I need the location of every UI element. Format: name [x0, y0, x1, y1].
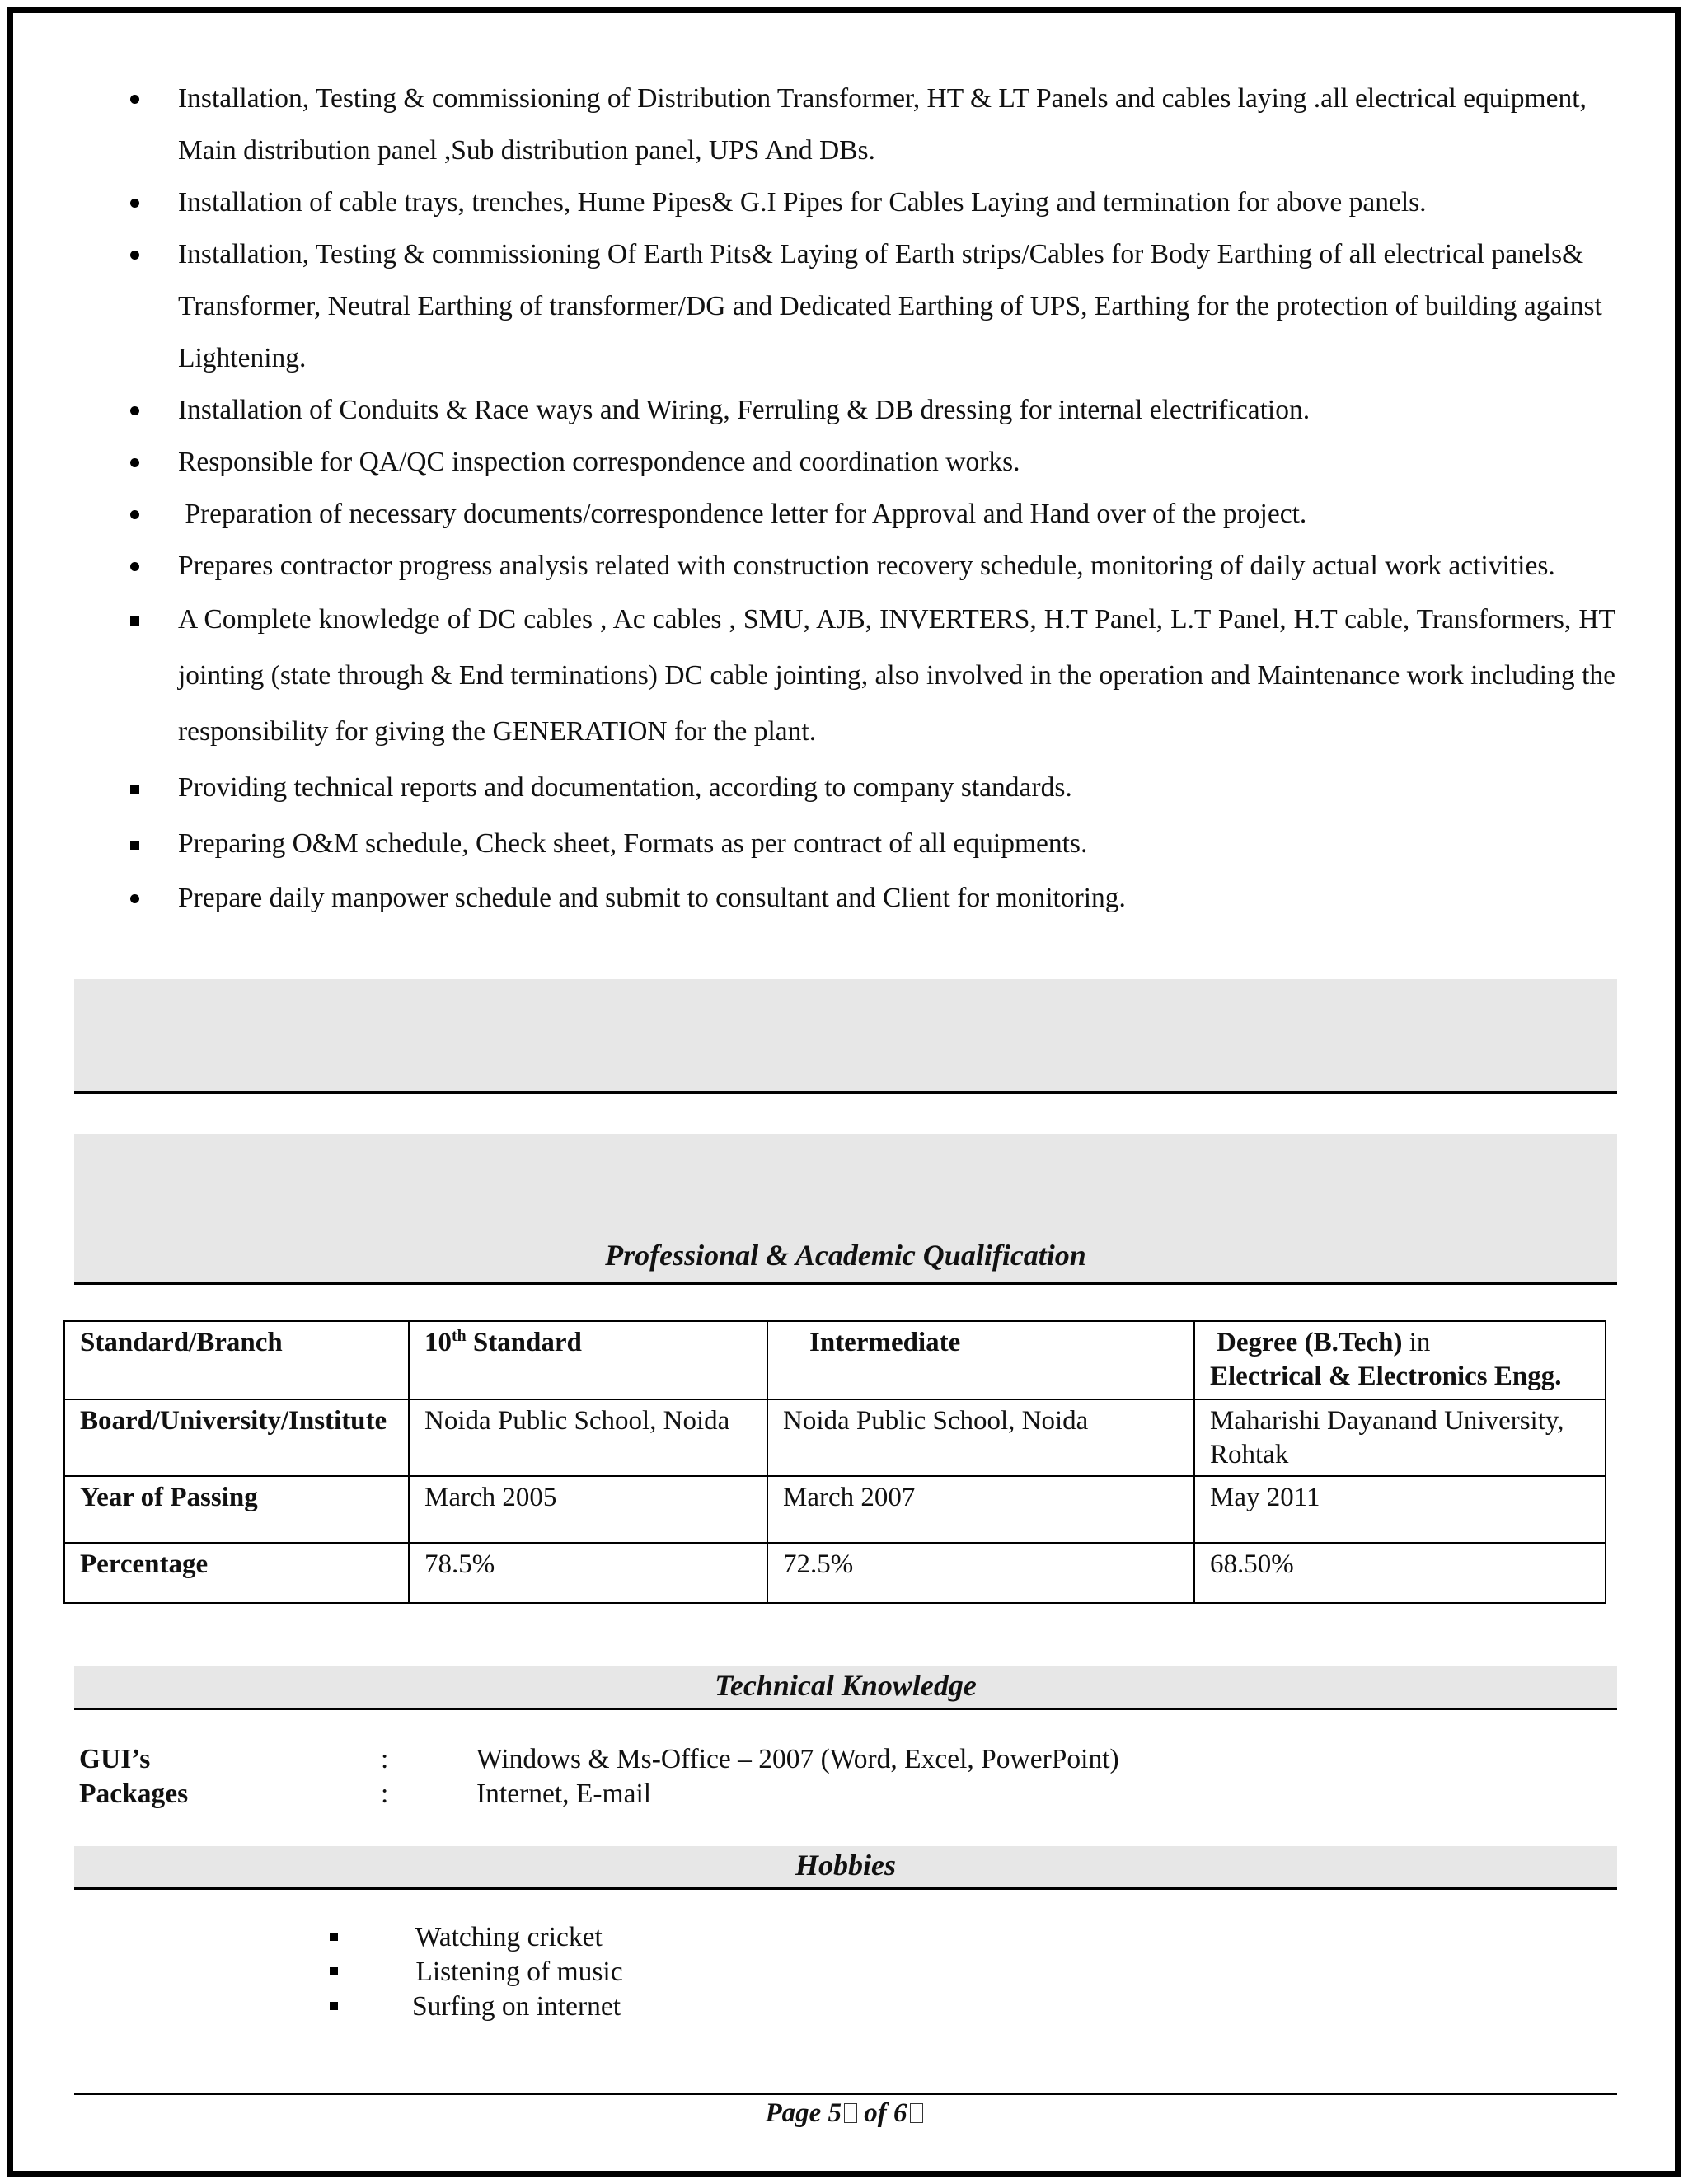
qualification-table: [63, 1320, 1606, 1604]
list-item-text: Providing technical reports and documentation, according to company standards.: [178, 772, 1072, 803]
cell-text: Percentage: [80, 1549, 209, 1579]
cell-text: in: [1402, 1328, 1431, 1357]
list-item-text: Listening of music: [409, 1957, 623, 1987]
table-cell: [1194, 1321, 1606, 1399]
table-cell: [64, 1476, 409, 1543]
cell-text: March 2005: [424, 1483, 557, 1512]
hobbies-header-band: [74, 1846, 1617, 1890]
table-row: [64, 1321, 1606, 1399]
section-title: Professional & Academic Qualification: [605, 1239, 1086, 1272]
table-cell: [767, 1476, 1194, 1543]
technical-header-band: [74, 1666, 1617, 1710]
cell-text: Intermediate: [809, 1328, 961, 1357]
section-title: Technical Knowledge: [715, 1669, 977, 1702]
table-cell: [64, 1321, 409, 1399]
cell-text: Maharishi Dayanand University, Rohtak: [1210, 1406, 1564, 1469]
cell-text: May 2011: [1210, 1483, 1320, 1512]
list-item-text: Preparation of necessary documents/correspondence letter for Approval and Hand over of the project.: [178, 499, 1307, 529]
list-item-text: A Complete knowledge of DC cables , Ac cables , SMU, AJB, INVERTERS, H.T Panel, L.T Panel, H.T cable, Transformers, HT jointing (state through & End terminations) DC cable jointing, also involved in the operation and Maintenance work including the responsibility for giving the GENERATION for the plant.: [178, 604, 1615, 747]
table-row: [64, 1399, 1606, 1476]
table-cell: [409, 1543, 767, 1603]
cell-text: Noida Public School, Noida: [424, 1406, 730, 1436]
list-item-text: Prepares contractor progress analysis related with construction recovery schedule, monitoring of daily actual work activities.: [178, 551, 1555, 581]
table-cell: [64, 1543, 409, 1603]
table-cell: [409, 1399, 767, 1476]
table-cell: [64, 1399, 409, 1476]
page-number: 5: [828, 2098, 842, 2128]
missing-glyph-icon: [910, 2103, 923, 2123]
footer-text: of: [857, 2098, 894, 2128]
cell-text: 68.50%: [1210, 1549, 1294, 1579]
cell-text: March 2007: [783, 1483, 916, 1512]
cell-text: 10: [424, 1328, 452, 1357]
cell-text: Noida Public School, Noida: [783, 1406, 1089, 1436]
cell-text: Electrical & Electronics Engg.: [1210, 1361, 1562, 1391]
cell-text: Standard: [466, 1328, 582, 1357]
list-item-text: Surfing on internet: [412, 1991, 621, 2022]
table-cell: [767, 1399, 1194, 1476]
table-cell: [409, 1476, 767, 1543]
list-item-text: Watching cricket: [409, 1922, 603, 1952]
tech-value: Windows & Ms-Office – 2007 (Word, Excel, PowerPoint): [476, 1744, 1119, 1774]
list-item-text: Installation of Conduits & Race ways and Wiring, Ferruling & DB dressing for internal electrification.: [178, 395, 1311, 425]
cell-text: 72.5%: [783, 1549, 854, 1579]
list-item: [124, 384, 1615, 436]
cell-text: Board/University/Institute: [80, 1406, 387, 1436]
list-item-text: Installation, Testing & commissioning Of Earth Pits& Laying of Earth strips/Cables for Body Earthing of all electrical panels& Transformer, Neutral Earthing of transformer/DG and Dedicated Earthing of UPS, Earthing for the protection of building against Lightening.: [178, 239, 1602, 373]
table-cell: [767, 1321, 1194, 1399]
table-row: [64, 1476, 1606, 1543]
list-item: [124, 592, 1615, 760]
list-item: [124, 228, 1615, 384]
table-row: [64, 1543, 1606, 1603]
page-total: 6: [893, 2098, 907, 2128]
section-title: Hobbies: [795, 1849, 896, 1882]
list-item-text: Installation, Testing & commissioning of Distribution Transformer, HT & LT Panels and cables laying .all electrical equipment, Main distribution panel ,Sub distribution panel, UPS And DBs.: [178, 83, 1587, 166]
tech-value: Internet, E-mail: [476, 1779, 652, 1809]
qualification-header-band: [74, 1134, 1617, 1285]
table-cell: [1194, 1543, 1606, 1603]
list-item: [330, 1990, 623, 2024]
table-cell: [409, 1321, 767, 1399]
list-item-text: Preparing O&M schedule, Check sheet, Formats as per contract of all equipments.: [178, 828, 1088, 859]
list-item: [124, 872, 1615, 924]
list-item: [330, 1955, 623, 1990]
footer-text: Page: [765, 2098, 828, 2128]
cell-text: Year of Passing: [80, 1483, 258, 1512]
tech-label: GUI’s: [79, 1744, 151, 1774]
cell-text: Degree (B.Tech): [1217, 1328, 1403, 1357]
list-item: [124, 540, 1615, 592]
list-item: [124, 760, 1615, 816]
table-cell: [1194, 1476, 1606, 1543]
list-item: [124, 816, 1615, 872]
cell-text: 78.5%: [424, 1549, 495, 1579]
list-item: [124, 73, 1615, 176]
list-item: [124, 176, 1615, 228]
table-cell: [1194, 1399, 1606, 1476]
tech-label: Packages: [79, 1779, 189, 1809]
tech-separator: :: [381, 1744, 389, 1774]
cell-text: Standard/Branch: [80, 1328, 283, 1357]
list-item-text: Installation of cable trays, trenches, Hume Pipes& G.I Pipes for Cables Laying and termination for above panels.: [178, 187, 1427, 218]
table-cell: [767, 1543, 1194, 1603]
duties-list: [124, 73, 1615, 924]
list-item-text: Prepare daily manpower schedule and submit to consultant and Client for monitoring.: [178, 883, 1126, 913]
list-item: [124, 436, 1615, 488]
page-footer: [0, 2098, 1688, 2129]
footer-rule: [74, 2093, 1617, 2095]
list-item: [330, 1920, 623, 1955]
list-item-text: Responsible for QA/QC inspection correspondence and coordination works.: [178, 447, 1020, 477]
empty-section-band: [74, 979, 1617, 1094]
superscript: th: [452, 1327, 467, 1345]
missing-glyph-icon: [844, 2103, 857, 2123]
tech-separator: :: [381, 1779, 389, 1809]
hobbies-list: [330, 1920, 623, 2024]
list-item: [124, 488, 1615, 540]
